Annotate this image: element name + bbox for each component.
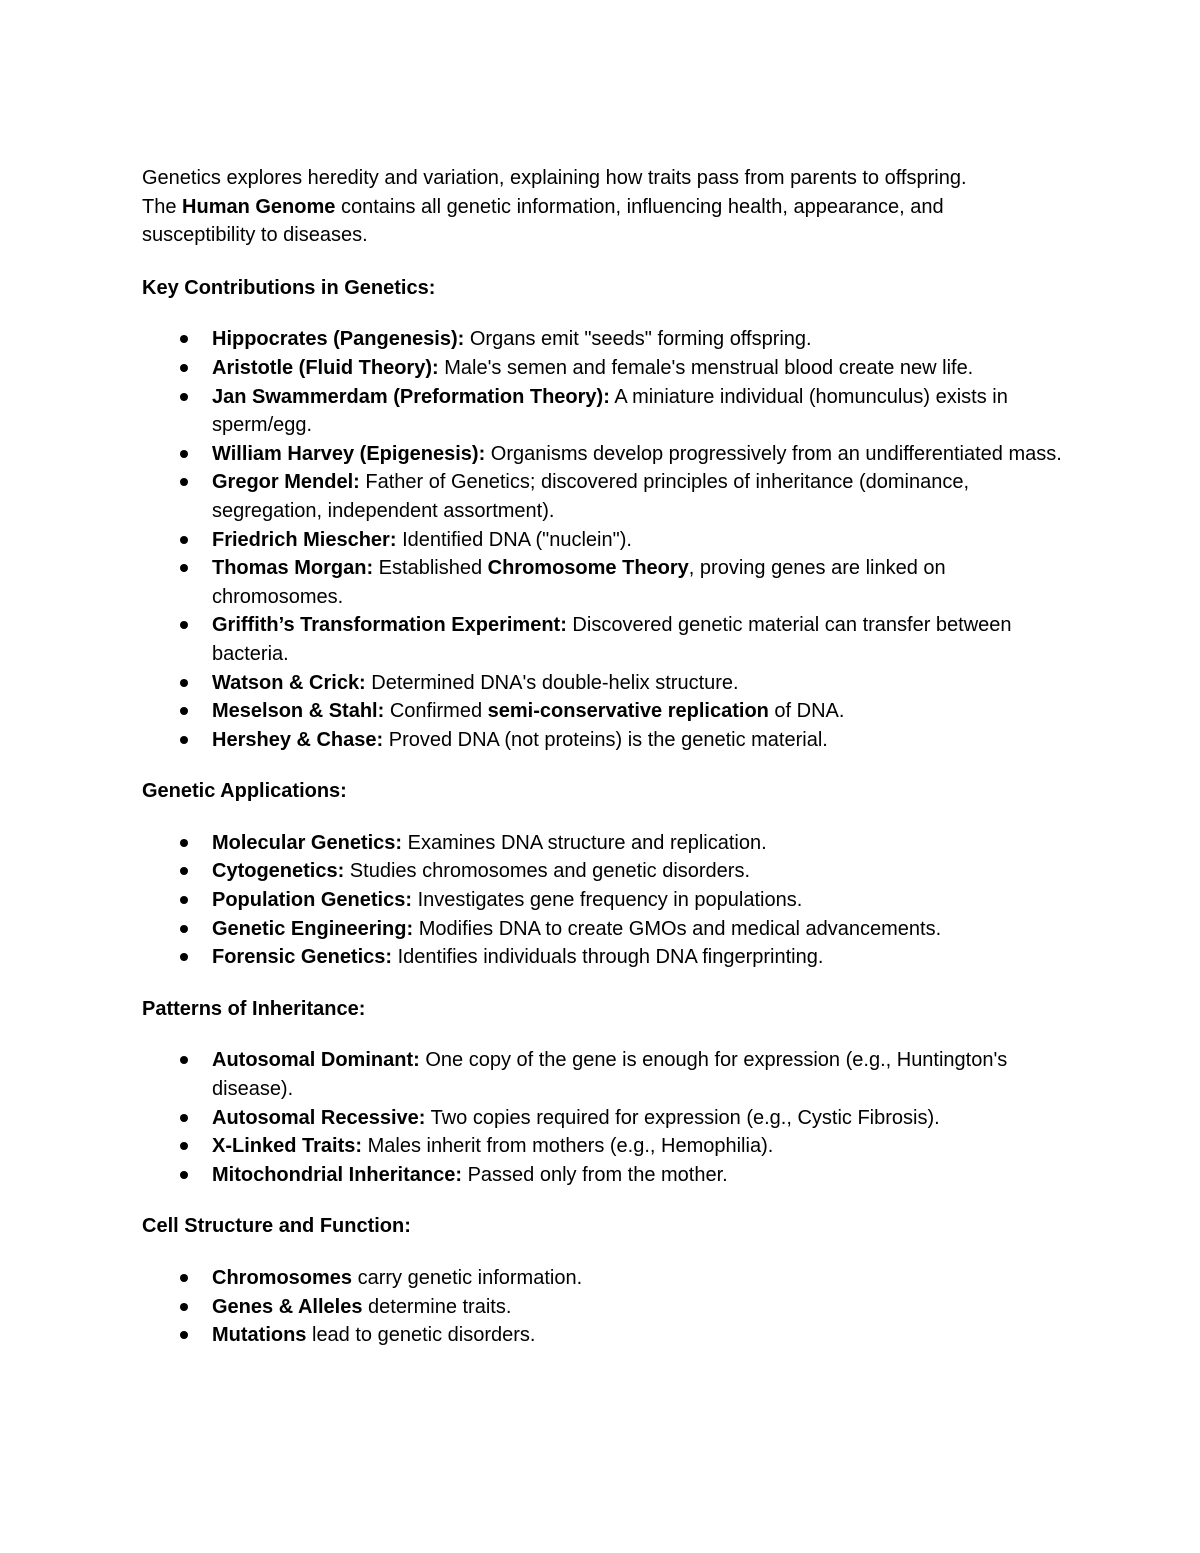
item-text: Passed only from the mother. xyxy=(462,1163,728,1186)
list-item xyxy=(142,554,1062,611)
item-text: Confirmed xyxy=(384,700,488,723)
section-heading-applications: Genetic Applications: xyxy=(142,780,347,803)
item-title: Forensic Genetics: xyxy=(212,946,393,969)
bullet-icon xyxy=(180,478,188,486)
item-text: Organisms develop progressively from an undifferentiated mass. xyxy=(485,442,1062,465)
list-item xyxy=(142,1293,1062,1322)
bullet-icon xyxy=(180,393,188,401)
item-title: Griffith’s Transformation Experiment: xyxy=(212,614,567,637)
bullet-icon xyxy=(180,896,188,904)
bullet-icon xyxy=(180,621,188,629)
item-text: Male's semen and female's menstrual blood create new life. xyxy=(438,356,974,379)
section-heading-contributions: Key Contributions in Genetics: xyxy=(142,276,436,299)
list-item xyxy=(142,1104,1062,1133)
intro-human-genome: Human Genome xyxy=(182,195,336,218)
list-item xyxy=(142,468,1062,525)
list-item xyxy=(142,669,1062,698)
item-text: Discovered genetic material can transfer between bacteria. xyxy=(212,614,1012,665)
list-item xyxy=(142,1132,1062,1161)
bullet-icon xyxy=(180,1142,188,1150)
item-title: Hippocrates (Pangenesis): xyxy=(212,328,465,351)
bullet-icon xyxy=(180,707,188,715)
list-item xyxy=(142,526,1062,555)
bullet-icon xyxy=(180,450,188,458)
bullet-icon xyxy=(180,679,188,687)
intro-line-2-rest: contains all genetic information, influencing health, appearance, and susceptibility to diseases. xyxy=(142,195,944,247)
item-text-rest: , proving genes are linked on chromosomes. xyxy=(212,557,946,608)
list-item xyxy=(142,354,1062,383)
document-page xyxy=(142,164,1062,1373)
cell-list xyxy=(142,1264,1062,1350)
list-item xyxy=(142,1161,1062,1190)
bullet-icon xyxy=(180,1056,188,1064)
item-text: Studies chromosomes and genetic disorders. xyxy=(344,860,751,883)
bullet-icon xyxy=(180,364,188,372)
item-title: Meselson & Stahl: xyxy=(212,700,385,723)
item-title: Aristotle (Fluid Theory): xyxy=(212,356,439,379)
intro-paragraph xyxy=(142,164,1062,250)
item-text: determine traits. xyxy=(362,1295,512,1318)
bullet-icon xyxy=(180,1274,188,1282)
list-item xyxy=(142,726,1062,755)
item-title: Chromosomes xyxy=(212,1267,353,1289)
intro-line-1: Genetics explores heredity and variation, explaining how traits pass from parents to offspring. xyxy=(142,167,967,189)
list-item xyxy=(142,325,1062,354)
item-text: Modifies DNA to create GMOs and medical advancements. xyxy=(413,917,942,940)
item-text: lead to genetic disorders. xyxy=(306,1324,536,1347)
list-item xyxy=(142,943,1062,972)
bullet-icon xyxy=(180,1331,188,1339)
item-title: Cytogenetics: xyxy=(212,860,345,883)
item-title: Gregor Mendel: xyxy=(212,471,360,494)
list-item xyxy=(142,383,1062,440)
item-title: Genes & Alleles xyxy=(212,1295,363,1318)
item-title: Watson & Crick: xyxy=(212,671,366,694)
item-title: Thomas Morgan: xyxy=(212,557,374,580)
bullet-icon xyxy=(180,1303,188,1311)
list-item xyxy=(142,857,1062,886)
bullet-icon xyxy=(180,839,188,847)
list-item xyxy=(142,915,1062,944)
list-item xyxy=(142,1264,1062,1293)
bullet-icon xyxy=(180,736,188,744)
list-item xyxy=(142,1046,1062,1103)
item-emphasis: semi-conservative replication xyxy=(487,700,769,723)
item-title: Hershey & Chase: xyxy=(212,728,384,751)
item-text-rest: of DNA. xyxy=(768,700,845,723)
contributions-list xyxy=(142,325,1062,754)
bullet-icon xyxy=(180,1114,188,1122)
item-title: Autosomal Recessive: xyxy=(212,1106,426,1129)
item-title: Friedrich Miescher: xyxy=(212,528,397,551)
list-item xyxy=(142,829,1062,858)
bullet-icon xyxy=(180,1171,188,1179)
bullet-icon xyxy=(180,867,188,875)
item-title: William Harvey (Epigenesis): xyxy=(212,442,486,465)
item-title: Mutations xyxy=(212,1324,307,1347)
item-text: One copy of the gene is enough for expression (e.g., Huntington's disease). xyxy=(212,1049,1008,1101)
item-text: Identified DNA ("nuclein"). xyxy=(396,528,632,551)
item-title: Mitochondrial Inheritance: xyxy=(212,1163,463,1186)
item-text: Established xyxy=(373,557,488,580)
section-heading-cell: Cell Structure and Function: xyxy=(142,1215,411,1238)
section-heading-inheritance: Patterns of Inheritance: xyxy=(142,997,366,1020)
item-text: Examines DNA structure and replication. xyxy=(402,831,767,854)
list-item xyxy=(142,440,1062,469)
item-text: Males inherit from mothers (e.g., Hemophilia). xyxy=(362,1135,774,1158)
list-item xyxy=(142,886,1062,915)
item-emphasis: Chromosome Theory xyxy=(487,557,689,580)
list-item xyxy=(142,611,1062,668)
item-text: Proved DNA (not proteins) is the genetic material. xyxy=(383,728,828,751)
item-title: Genetic Engineering: xyxy=(212,917,414,940)
bullet-icon xyxy=(180,335,188,343)
list-item xyxy=(142,697,1062,726)
bullet-icon xyxy=(180,925,188,933)
item-text: Investigates gene frequency in populations. xyxy=(412,889,803,912)
bullet-icon xyxy=(180,953,188,961)
item-text: Organs emit "seeds" forming offspring. xyxy=(464,328,812,351)
item-text: Two copies required for expression (e.g., Cystic Fibrosis). xyxy=(425,1106,940,1129)
item-text: Father of Genetics; discovered principles of inheritance (dominance, segregation, independent assortment). xyxy=(212,471,969,522)
item-text: carry genetic information. xyxy=(352,1267,583,1289)
bullet-icon xyxy=(180,536,188,544)
item-title: Molecular Genetics: xyxy=(212,831,403,854)
item-title: Population Genetics: xyxy=(212,889,413,912)
item-text: Identifies individuals through DNA fingerprinting. xyxy=(392,946,824,969)
item-text: A miniature individual (homunculus) exists in sperm/egg. xyxy=(212,385,1008,437)
intro-line-2-prefix: The xyxy=(142,195,183,218)
item-title: Jan Swammerdam (Preformation Theory): xyxy=(212,385,610,408)
bullet-icon xyxy=(180,564,188,572)
inheritance-list xyxy=(142,1046,1062,1189)
item-title: X-Linked Traits: xyxy=(212,1135,363,1158)
applications-list xyxy=(142,829,1062,972)
item-title: Autosomal Dominant: xyxy=(212,1049,420,1072)
item-text: Determined DNA's double-helix structure. xyxy=(365,671,739,694)
list-item xyxy=(142,1321,1062,1350)
